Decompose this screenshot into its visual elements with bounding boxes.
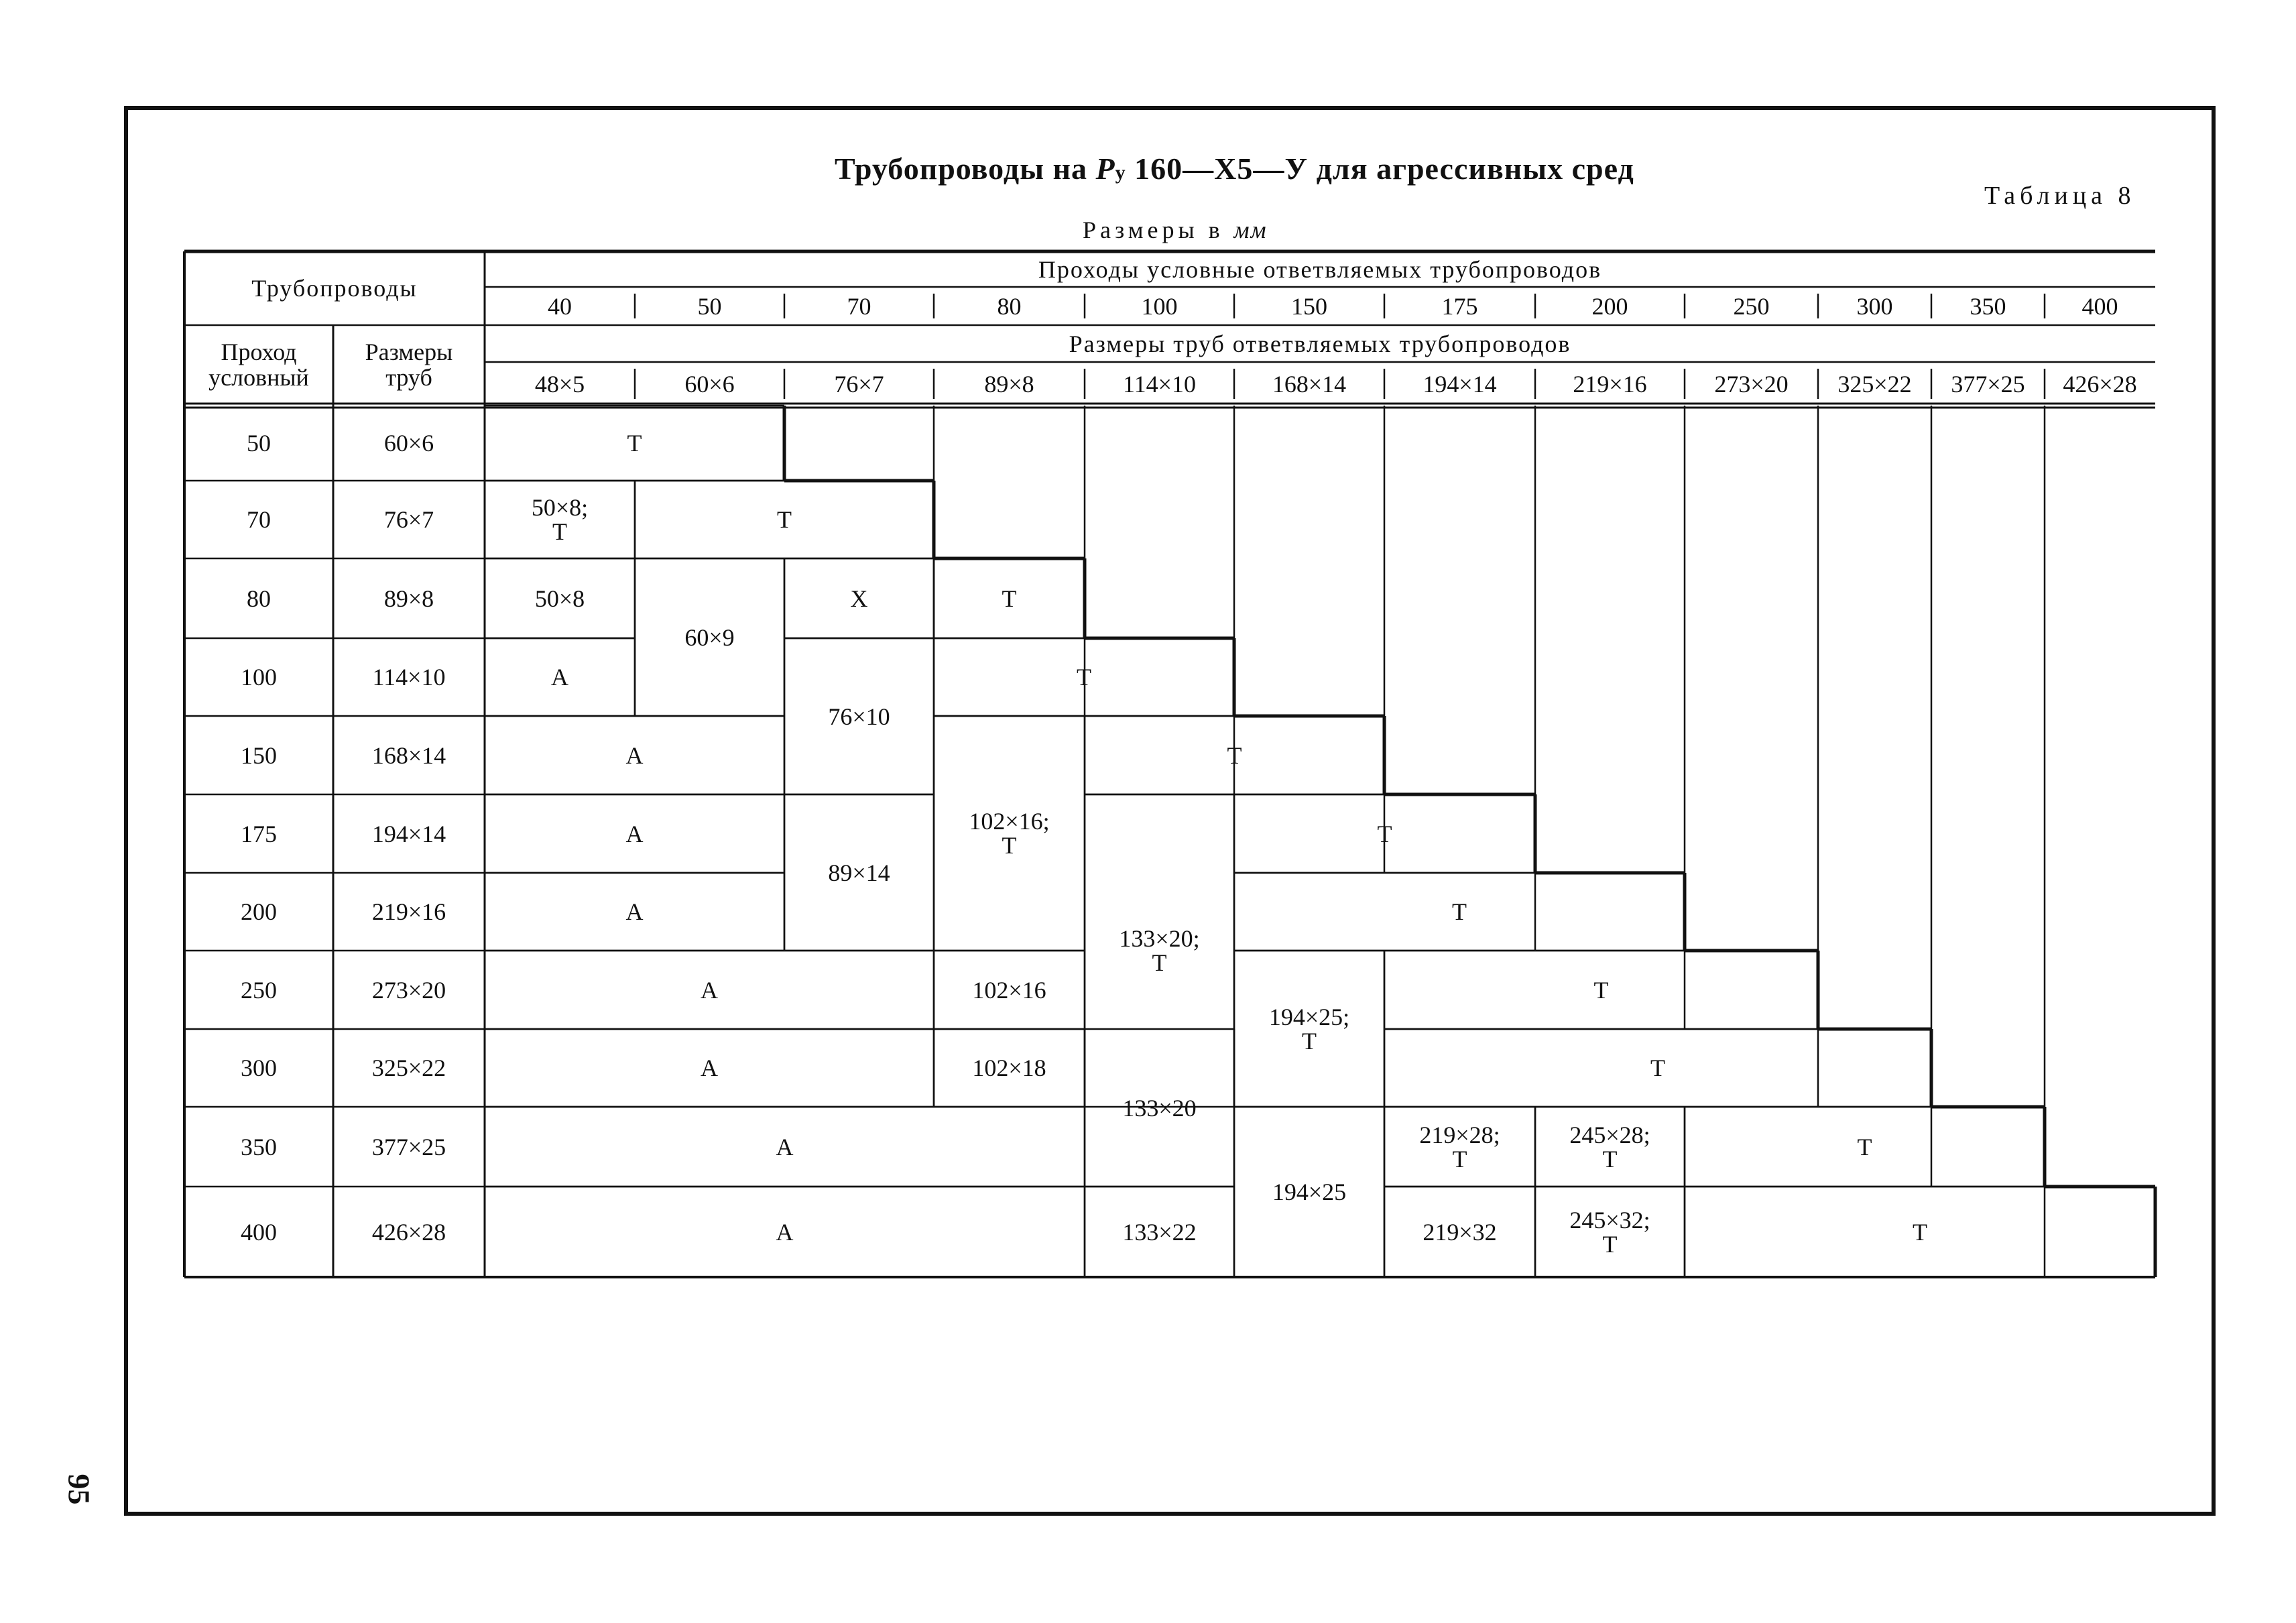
table-cell: 50×8; Т bbox=[531, 494, 589, 545]
table-cell: Т bbox=[1650, 1055, 1665, 1081]
branch-dn-80: 80 bbox=[997, 292, 1022, 320]
row-size-70: 76×7 bbox=[383, 506, 434, 533]
title-sub: у bbox=[1115, 162, 1126, 184]
table-cell: Х bbox=[850, 585, 868, 612]
table-cell: А bbox=[625, 820, 644, 847]
table-cell: 133×20; Т bbox=[1119, 925, 1200, 976]
row-dn-300: 300 bbox=[241, 1055, 277, 1081]
branch-dn-40: 40 bbox=[548, 292, 572, 320]
table-cell: 133×20 bbox=[1122, 1094, 1197, 1122]
table-cell: 194×25 bbox=[1272, 1179, 1347, 1205]
row-size-300: 325×22 bbox=[371, 1055, 446, 1081]
row-dn-70: 70 bbox=[247, 506, 271, 533]
row-dn-100: 100 bbox=[241, 664, 277, 690]
header-size: Размеры труб bbox=[365, 339, 453, 391]
branch-dn-200: 200 bbox=[1591, 292, 1628, 320]
branch-dn-350: 350 bbox=[1970, 292, 2006, 320]
table-cell: 219×32 bbox=[1423, 1218, 1497, 1246]
page-number: 95 bbox=[62, 1474, 97, 1505]
row-dn-50: 50 bbox=[247, 430, 271, 457]
row-dn-200: 200 bbox=[241, 898, 277, 925]
table-cell: А bbox=[701, 976, 718, 1004]
table-cell: 102×18 bbox=[972, 1055, 1046, 1081]
branch-dn-175: 175 bbox=[1441, 292, 1478, 320]
table-cell: 245×28; Т bbox=[1569, 1121, 1650, 1173]
branch-dn-400: 400 bbox=[2081, 292, 2118, 320]
branch-od-400: 426×28 bbox=[2063, 370, 2137, 398]
row-size-80: 89×8 bbox=[383, 585, 434, 612]
branch-od-200: 219×16 bbox=[1573, 370, 1647, 398]
table-cell: Т bbox=[1377, 820, 1392, 847]
row-dn-400: 400 bbox=[241, 1218, 277, 1246]
table-cell: 245×32; Т bbox=[1569, 1206, 1650, 1258]
table-cell: Т bbox=[1913, 1218, 1927, 1246]
row-size-100: 114×10 bbox=[372, 664, 446, 690]
row-dn-150: 150 bbox=[241, 741, 277, 769]
table-cell: 60×9 bbox=[684, 623, 735, 651]
table-cell: Т bbox=[1452, 898, 1467, 925]
branch-dn-150: 150 bbox=[1291, 292, 1327, 320]
table-cell: 219×28; Т bbox=[1419, 1121, 1500, 1173]
branch-od-40: 48×5 bbox=[534, 370, 585, 398]
table-cell: 194×25; Т bbox=[1268, 1003, 1350, 1055]
table-cell: А bbox=[701, 1055, 718, 1081]
title-rest: 160—Х5—У для агрессивных сред bbox=[1134, 152, 1634, 186]
table-cell: 76×10 bbox=[828, 703, 890, 730]
table-cell: А bbox=[551, 664, 568, 690]
table-cell: Т bbox=[627, 430, 642, 457]
header-branch-passes: Проходы условные ответвляемых трубопроводов bbox=[1038, 255, 1602, 283]
branch-dn-70: 70 bbox=[847, 292, 871, 320]
row-dn-175: 175 bbox=[241, 820, 277, 847]
table-label: Таблица 8 bbox=[1984, 182, 2136, 210]
branch-od-100: 114×10 bbox=[1123, 370, 1196, 398]
branch-od-80: 89×8 bbox=[984, 370, 1034, 398]
branch-od-300: 325×22 bbox=[1837, 370, 1912, 398]
table-cell: 102×16; Т bbox=[969, 808, 1050, 859]
branch-od-350: 377×25 bbox=[1951, 370, 2025, 398]
row-dn-250: 250 bbox=[241, 976, 277, 1004]
units-prefix: Размеры в bbox=[1083, 217, 1224, 243]
header-pipelines: Трубопроводы bbox=[251, 275, 418, 302]
header-branch-sizes: Размеры труб ответвляемых трубопроводов bbox=[1069, 330, 1571, 357]
table-cell: Т bbox=[1077, 664, 1091, 690]
title-p: P bbox=[1095, 152, 1115, 186]
table-cell: Т bbox=[1857, 1133, 1872, 1160]
row-size-350: 377×25 bbox=[371, 1133, 446, 1160]
row-size-250: 273×20 bbox=[371, 976, 446, 1004]
table-cell: А bbox=[625, 741, 644, 769]
title-main: Трубопроводы на bbox=[835, 152, 1088, 186]
table-cell: Т bbox=[777, 506, 792, 533]
row-dn-80: 80 bbox=[247, 585, 271, 612]
branch-od-250: 273×20 bbox=[1714, 370, 1789, 398]
branch-dn-250: 250 bbox=[1733, 292, 1770, 320]
table-cell: 89×14 bbox=[828, 859, 890, 886]
branch-dn-100: 100 bbox=[1141, 292, 1178, 320]
table-cell: 133×22 bbox=[1122, 1218, 1197, 1246]
units-unit: мм bbox=[1233, 217, 1268, 243]
table-cell: 102×16 bbox=[972, 976, 1046, 1004]
branch-od-70: 76×7 bbox=[834, 370, 884, 398]
branch-od-175: 194×14 bbox=[1423, 370, 1497, 398]
branch-dn-300: 300 bbox=[1856, 292, 1893, 320]
table-cell: А bbox=[776, 1218, 794, 1246]
row-dn-350: 350 bbox=[241, 1133, 277, 1160]
table-cell: А bbox=[776, 1133, 794, 1160]
branch-dn-50: 50 bbox=[697, 292, 722, 320]
branch-od-150: 168×14 bbox=[1272, 370, 1347, 398]
row-size-50: 60×6 bbox=[383, 430, 434, 457]
row-size-400: 426×28 bbox=[371, 1218, 446, 1246]
row-size-150: 168×14 bbox=[371, 741, 446, 769]
row-size-200: 219×16 bbox=[371, 898, 446, 925]
table-cell: Т bbox=[1593, 976, 1609, 1004]
header-pass: Проход условный bbox=[208, 339, 309, 391]
branch-od-50: 60×6 bbox=[684, 370, 735, 398]
row-size-175: 194×14 bbox=[371, 820, 446, 847]
table-cell: А bbox=[625, 898, 644, 925]
table-cell: Т bbox=[1002, 585, 1017, 612]
table-cell: 50×8 bbox=[534, 585, 585, 612]
table-cell: Т bbox=[1227, 741, 1242, 769]
